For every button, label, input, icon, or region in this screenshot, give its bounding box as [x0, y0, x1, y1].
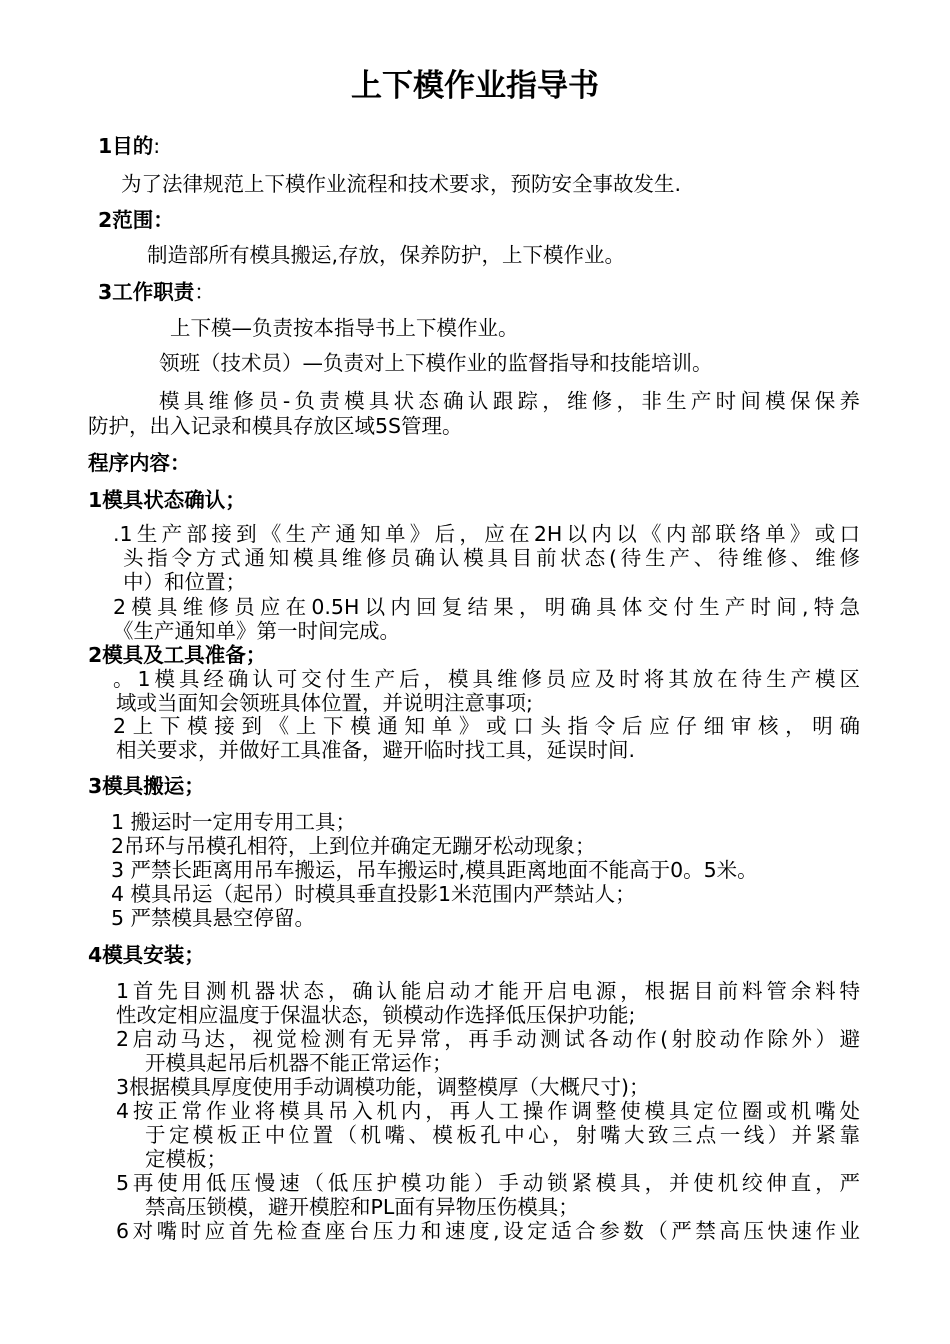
p4-line: 1首先目测机器状态，确认能启动才能开启电源，根据目前料管余料特 — [116, 979, 860, 1003]
p2-line: 域或当面知会领班具体位置，并说明注意事项; — [116, 691, 533, 715]
p4-line: 定模板； — [145, 1147, 227, 1171]
section-purpose-heading-text: 1目的 — [98, 134, 154, 158]
p1-line: 头指令方式通知模具维修员确认模具目前状态(待生产、待维修、维修 — [123, 546, 860, 570]
p1-line: 《生产通知单》第一时间完成。 — [113, 619, 400, 643]
p3-line: 2吊环与吊模孔相符，上到位并确定无蹦牙松动现象； — [111, 834, 596, 858]
p1-line: 中）和位置； — [123, 570, 246, 594]
p2-line: 相关要求，并做好工具准备，避开临时找工具，延误时间. — [116, 738, 636, 762]
duty-item: 领班（技术员）—负责对上下模作业的监督指导和技能培训。 — [159, 351, 713, 375]
p1-heading: 1模具状态确认； — [88, 488, 246, 512]
p1-line: .1生产部接到《生产通知单》后，应在2H以内以《内部联络单》或口 — [113, 522, 860, 546]
section-purpose-heading-colon: : — [153, 134, 161, 158]
p4-line: 5再使用低压慢速（低压护模功能）手动锁紧模具，并使机绞伸直，严 — [116, 1171, 860, 1195]
p4-line: 开模具起吊后机器不能正常运作； — [145, 1051, 453, 1075]
p4-heading: 4模具安装； — [88, 943, 205, 967]
duty-item-continued: 防护，出入记录和模具存放区域5S管理。 — [88, 414, 463, 438]
p2-line: 2上下模接到《上下模通知单》或口头指令后应仔细审核，明确 — [113, 714, 860, 738]
p4-line: 2启动马达，视觉检测有无异常，再手动测试各动作(射胶动作除外）避 — [116, 1027, 860, 1051]
section-duties-heading — [98, 280, 215, 304]
p4-line: 4按正常作业将模具吊入机内，再人工操作调整使模具定位圈或机嘴处 — [116, 1099, 860, 1123]
p4-line: 6对嘴时应首先检查座台压力和速度,设定适合参数（严禁高压快速作业 — [116, 1219, 860, 1243]
p3-heading: 3模具搬运； — [88, 774, 205, 798]
duty-item: 上下模—负责按本指导书上下模作业。 — [170, 316, 519, 340]
section-scope-heading: 2范围： — [98, 208, 174, 232]
p4-line: 禁高压锁模，避开模腔和PL面有异物压伤模具； — [145, 1195, 579, 1219]
p3-line: 5 严禁模具悬空停留。 — [111, 906, 316, 930]
p3-line: 1 搬运时一定用专用工具； — [111, 810, 357, 834]
section-purpose-heading — [98, 134, 160, 158]
p3-line: 3 严禁长距离用吊车搬运，吊车搬运时,模具距离地面不能高于0。5米。 — [111, 858, 758, 882]
procedure-heading: 程序内容： — [88, 451, 191, 475]
page-title: 上下模作业指导书 — [351, 68, 599, 104]
p4-line: 3根据模具厚度使用手动调模功能，调整模厚（大概尺寸)； — [116, 1075, 650, 1099]
section-scope-text: 制造部所有模具搬运,存放，保养防护，上下模作业。 — [147, 243, 626, 267]
section-purpose-text: 为了法律规范上下模作业流程和技术要求，预防安全事故发生. — [121, 172, 682, 196]
section-duties-heading-text: 3工作职责 — [98, 280, 195, 304]
p2-heading: 2模具及工具准备； — [88, 643, 267, 667]
p4-line: 性改定相应温度于保温状态，锁模动作选择低压保护功能; — [116, 1003, 636, 1027]
p3-line: 4 模具吊运（起吊）时模具垂直投影1米范围内严禁站人； — [111, 882, 636, 906]
p4-line: 于定模板正中位置（机嘴、模板孔中心，射嘴大致三点一线）并紧靠 — [145, 1123, 860, 1147]
duty-item: 模具维修员-负责模具状态确认跟踪，维修，非生产时间模保保养 — [159, 389, 860, 413]
p1-line: 2模具维修员应在0.5H以内回复结果，明确具体交付生产时间,特急 — [113, 595, 860, 619]
p2-line: 。1模具经确认可交付生产后，模具维修员应及时将其放在待生产模区 — [113, 667, 860, 691]
section-duties-heading-colon: ： — [194, 280, 215, 304]
